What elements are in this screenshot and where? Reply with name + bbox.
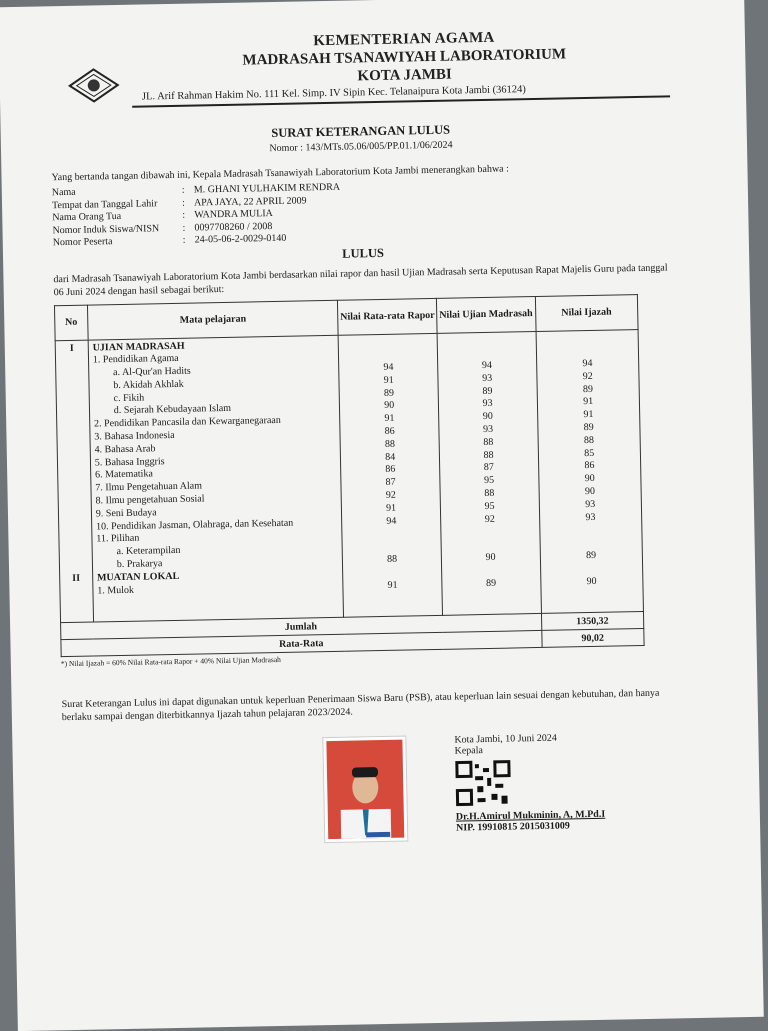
table-row-ujian: 87 xyxy=(483,462,494,474)
table-row-ujian: 95 xyxy=(484,500,495,512)
signer-name: Dr.H.Amirul Mukminin, A, M.Pd.I xyxy=(455,809,606,824)
table-row-rapor: 91 xyxy=(387,579,398,591)
table-row-ijazah: 91 xyxy=(583,396,594,408)
table-row-subject: 5. Bahasa Inggris xyxy=(94,455,165,469)
table-row-subject: b. Akidah Akhlak xyxy=(113,378,184,392)
table-row-no xyxy=(64,547,88,560)
table-row-subject: 9. Seni Budaya xyxy=(95,507,157,520)
subject-column xyxy=(88,335,344,623)
closing-text: Surat Keterangan Lulus ini dapat digunakan untuk keperluan Penerimaan Siswa Baru (PSB), atau keperluan lain sesuai dengan kebutuhan, dan hanya berlaku sampai dengan diterbitkannya Ijazah tahun pelajaran 2023/2024. xyxy=(61,688,660,724)
table-row-no xyxy=(63,534,87,547)
table-row-subject: 2. Pendidikan Pancasila dan Kewarganegaraan xyxy=(94,415,281,430)
table-spacer xyxy=(348,591,438,615)
table-row-ujian: 93 xyxy=(482,372,493,384)
city-name: KOTA JAMBI xyxy=(357,66,452,85)
table-row-no xyxy=(60,381,84,394)
colon: : xyxy=(182,234,186,246)
table-row-no xyxy=(63,521,87,534)
footnote: *) Nilai Ijazah = 60% Nilai Rata-rata Rapor + 40% Nilai Ujian Madrasah xyxy=(60,655,281,669)
document xyxy=(49,18,685,862)
table-row-subject: 4. Bahasa Arab xyxy=(94,443,156,456)
student-info-value: APA JAYA, 22 APRIL 2009 xyxy=(193,194,307,209)
table-row-no: II xyxy=(72,572,81,584)
ujian-column xyxy=(437,331,541,616)
table-row-subject: MUATAN LOKAL xyxy=(96,570,180,584)
sign-place-date: Kota Jambi, 10 Juni 2024 xyxy=(454,733,557,747)
table-row-subject: a. Al-Qur'an Hadits xyxy=(113,365,191,379)
col-no: No xyxy=(54,305,88,341)
result-label: LULUS xyxy=(342,245,384,261)
table-row-rapor: 86 xyxy=(384,425,395,437)
table-row-no xyxy=(63,509,87,522)
table-row-subject: 1. Mulok xyxy=(97,584,135,597)
table-row-rapor: 90 xyxy=(384,400,395,412)
result-paragraph: dari Madrasah Tsanawiyah Laboratorium Kota Jambi berdasarkan nilai rapor dan hasil Ujian Madrasah serta Keputusan Rapat Majelis Guru pada tanggal 06 Juni 2024 dengan hasil sebagai berikut: xyxy=(53,261,668,298)
table-row-subject: 3. Bahasa Indonesia xyxy=(94,430,175,443)
student-info-label: Nama Orang Tua xyxy=(52,210,122,224)
student-info-label: Nama xyxy=(51,186,76,199)
letterhead xyxy=(49,18,670,110)
table-row-no xyxy=(60,355,84,368)
table-row-ujian: 95 xyxy=(484,475,495,487)
student-info-value: 0097708260 / 2008 xyxy=(194,220,273,234)
table-row-ijazah: 85 xyxy=(584,447,595,459)
table-row-ijazah: 92 xyxy=(582,370,593,382)
jumlah-label: Jumlah xyxy=(61,614,542,640)
ministry-name: KEMENTERIAN AGAMA xyxy=(313,29,495,50)
table-row-ujian: 93 xyxy=(483,423,494,436)
table-row-rapor: 88 xyxy=(387,553,398,565)
table-row-subject: a. Keterampilan xyxy=(116,545,181,558)
table-row-no xyxy=(61,393,85,406)
rata-label: Rata-Rata xyxy=(61,631,542,657)
table-spacer xyxy=(65,598,89,620)
table-row-no xyxy=(61,432,85,445)
col-subject: Mata pelajaran xyxy=(87,300,338,340)
table-row-ijazah: 90 xyxy=(586,575,597,587)
table-row-no xyxy=(61,419,85,432)
table-row-ijazah: 93 xyxy=(585,511,596,523)
table-row-rapor: 88 xyxy=(384,438,396,450)
table-row-ujian: 88 xyxy=(483,449,494,461)
qr-code-icon xyxy=(455,760,512,807)
table-row-rapor: 87 xyxy=(385,476,396,489)
table-row-no xyxy=(60,368,84,381)
table-row-subject: 7. Ilmu Pengetahuan Alam xyxy=(95,480,203,494)
table-row-subject: UJIAN MADRASAH xyxy=(92,340,185,354)
table-row-rapor: 84 xyxy=(385,451,396,463)
ijazah-column xyxy=(536,329,644,614)
table-row-no xyxy=(62,445,86,458)
table-row-ujian: 93 xyxy=(482,398,493,410)
col-ijazah: Nilai Ijazah xyxy=(535,294,638,331)
table-row-rapor: 91 xyxy=(386,502,397,514)
table-row-subject: 10. Pendidikan Jasman, Olahraga, dan Kesehatan xyxy=(95,517,294,533)
table-row-no xyxy=(62,470,86,483)
table-row-ijazah: 86 xyxy=(584,460,595,472)
signer-nip: NIP. 19910815 2015031009 xyxy=(455,820,570,835)
table-row-subject: 1. Pendidikan Agama xyxy=(92,353,179,366)
table-row-ijazah: 89 xyxy=(582,383,594,395)
sign-role: Kepala xyxy=(454,745,484,758)
student-info-label: Nomor Peserta xyxy=(52,236,113,249)
student-info-label: Tempat dan Tanggal Lahir xyxy=(51,197,158,211)
table-row-no xyxy=(64,585,88,598)
doc-title: SURAT KETERANGAN LULUS xyxy=(271,122,451,141)
table-row-rapor: 94 xyxy=(386,515,397,527)
table-row-ijazah: 89 xyxy=(586,549,597,562)
table-row-ijazah: 91 xyxy=(583,409,594,421)
table-spacer xyxy=(446,589,536,613)
table-row-ujian: 88 xyxy=(483,436,494,448)
table-row-subject: 6. Matematika xyxy=(94,468,153,481)
rata-value: 90,02 xyxy=(541,629,644,648)
colon: : xyxy=(182,222,186,234)
school-name: MADRASAH TSANAWIYAH LABORATORIUM xyxy=(242,46,567,69)
col-ujian: Nilai Ujian Madrasah xyxy=(436,296,535,333)
table-row-no xyxy=(62,457,86,470)
table-row-ujian: 94 xyxy=(481,359,493,372)
table-row-rapor: 91 xyxy=(384,413,395,425)
table-row-ujian: 89 xyxy=(485,577,497,589)
table-spacer xyxy=(97,593,339,620)
table-row-ijazah: 93 xyxy=(585,498,596,510)
table-row-rapor: 94 xyxy=(383,361,394,374)
table-row-ujian: 90 xyxy=(485,551,496,564)
table-row-rapor: 91 xyxy=(383,374,394,386)
table-row-subject: 11. Pilihan xyxy=(96,533,140,545)
table-row-ujian: 89 xyxy=(482,385,493,397)
table-row-ujian: 90 xyxy=(482,411,493,423)
student-info-value: WANDRA MULIA xyxy=(194,208,273,221)
table-body-row xyxy=(55,329,643,623)
table-row-ijazah: 89 xyxy=(583,421,594,434)
col-rapor: Nilai Rata-rata Rapor xyxy=(338,298,437,335)
table-row-subject: 8. Ilmu pengetahuan Sosial xyxy=(95,493,205,507)
table-row-no xyxy=(64,560,88,573)
table-row-ijazah: 94 xyxy=(582,358,593,370)
colon: : xyxy=(181,197,185,209)
table-row-subject: b. Prakarya xyxy=(116,558,163,571)
jumlah-value: 1350,32 xyxy=(541,612,644,631)
student-info xyxy=(52,175,673,249)
table-row-no xyxy=(62,483,86,496)
table-row-ijazah: 90 xyxy=(584,485,596,498)
doc-number: Nomor : 143/MTs.05.06/005/PP.01.1/06/2024 xyxy=(269,139,453,155)
student-info-value: 24-05-06-2-0029-0140 xyxy=(194,232,287,246)
table-row-ujian: 88 xyxy=(484,487,495,500)
table-row-ijazah: 90 xyxy=(584,473,595,485)
rapor-column xyxy=(339,333,443,618)
table-row-rapor: 89 xyxy=(383,387,395,399)
signature-area xyxy=(62,731,684,863)
table-row-no xyxy=(63,496,87,509)
table-spacer xyxy=(545,588,639,612)
school-address: JL. Arif Rahman Hakim No. 111 Kel. Simp. IV Sipin Kec. Telanaipura Kota Jambi (36124) xyxy=(141,84,526,103)
no-column xyxy=(55,340,93,624)
table-row-no xyxy=(61,406,85,419)
table-row-rapor: 86 xyxy=(385,464,396,476)
colon: : xyxy=(181,184,185,196)
table-row-rapor: 92 xyxy=(385,489,396,501)
table-row-subject: d. Sejarah Kebudayaan Islam xyxy=(113,403,232,417)
signature-block xyxy=(454,731,646,834)
student-info-label: Nomor Induk Siswa/NISN xyxy=(52,222,160,236)
grades-table xyxy=(54,294,645,658)
student-photo xyxy=(322,736,408,844)
table-row-ujian: 92 xyxy=(484,513,495,525)
intro-text: Yang bertanda tangan dibawah ini, Kepala Madrasah Tsanawiyah Laboratorium Kota Jambi menerangkan bahwa : xyxy=(51,163,509,184)
table-row-no: I xyxy=(69,342,74,354)
student-info-value: M. GHANI YULHAKIM RENDRA xyxy=(193,181,341,196)
table-row-subject: c. Fikih xyxy=(113,392,145,404)
ministry-emblem-icon xyxy=(67,67,120,104)
colon: : xyxy=(182,209,186,221)
table-row-ijazah: 88 xyxy=(583,434,595,446)
